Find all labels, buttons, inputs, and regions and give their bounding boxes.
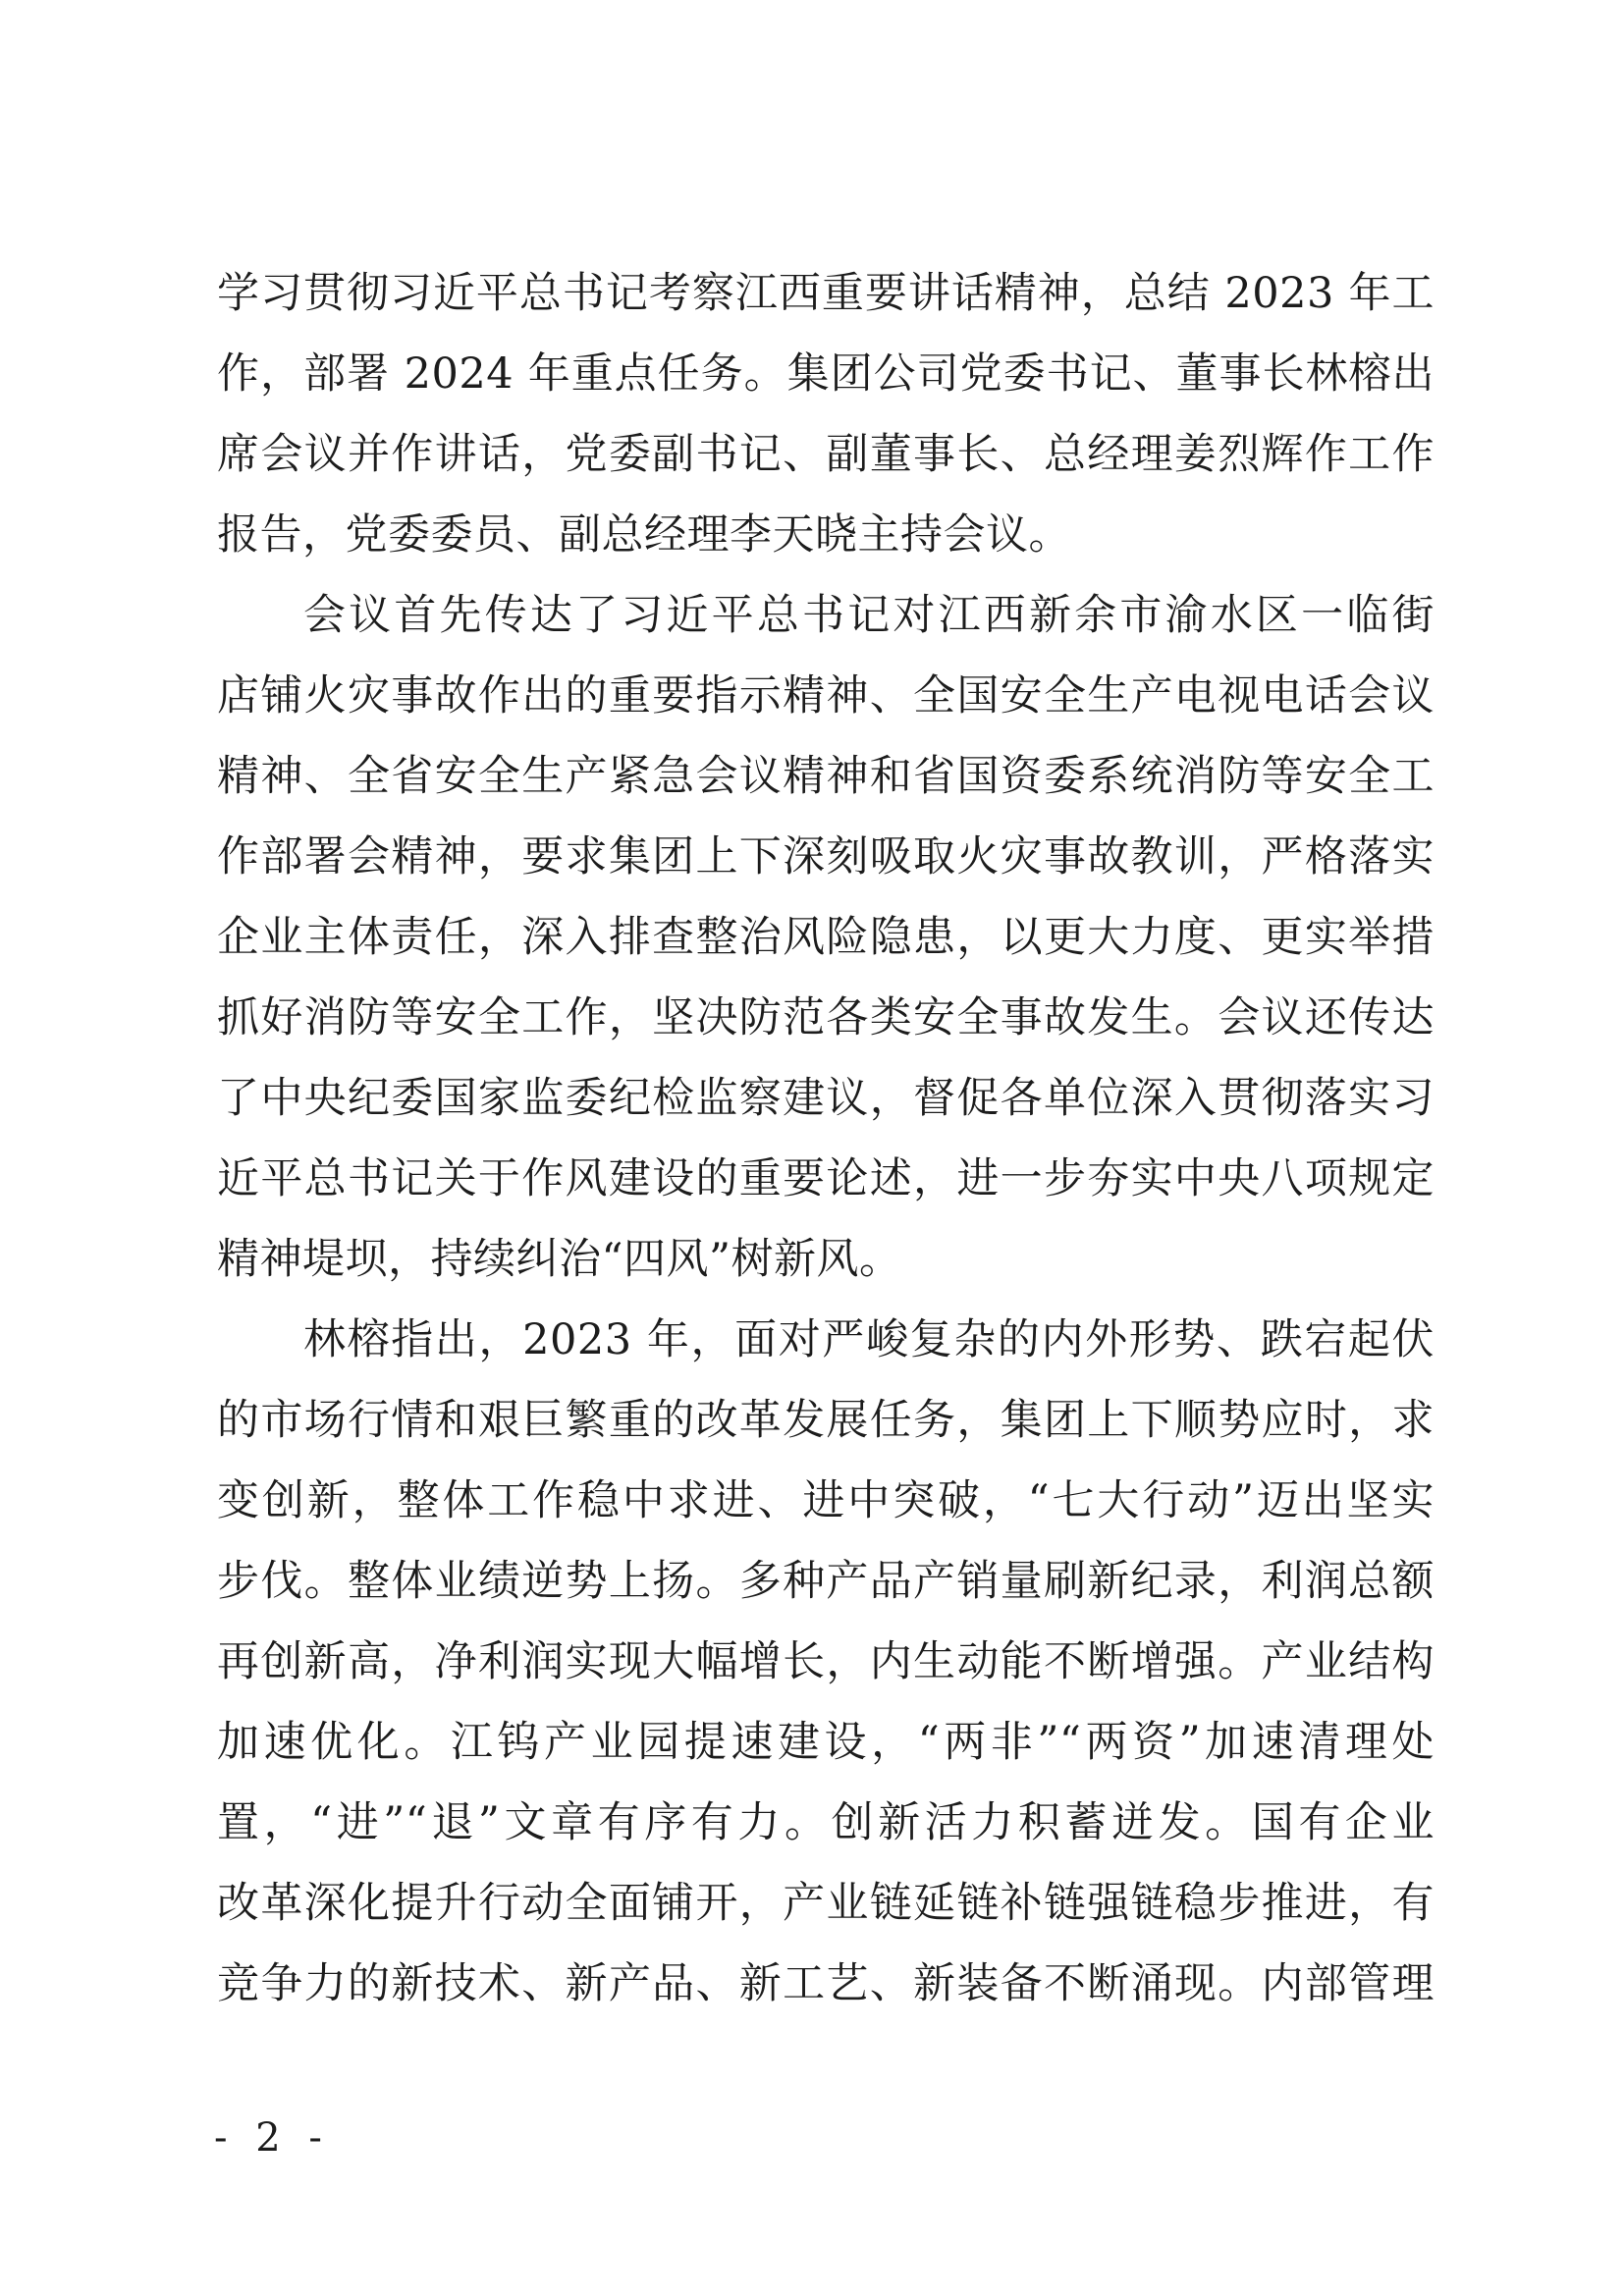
text-line: 作，部署 2024 年重点任务。集团公司党委书记、董事长林榕出 xyxy=(217,349,1435,399)
paragraph-1 xyxy=(217,253,1435,575)
text-line: 店铺火灾事故作出的重要指示精神、全国安全生产电视电话会议 xyxy=(217,671,1435,721)
text-line: 学习贯彻习近平总书记考察江西重要讲话精神，总结 2023 年工 xyxy=(217,269,1435,318)
text-line: 报告，党委委员、副总经理李天晓主持会议。 xyxy=(217,510,1071,560)
text-line: 了中央纪委国家监委纪检监察建议，督促各单位深入贯彻落实习 xyxy=(217,1074,1435,1123)
text-line: 精神、全省安全生产紧急会议精神和省国资委系统消防等安全工 xyxy=(217,752,1435,801)
text-line: 企业主体责任，深入排查整治风险隐患，以更大力度、更实举措 xyxy=(217,913,1435,962)
text-line: 再创新高，净利润实现大幅增长，内生动能不断增强。产业结构 xyxy=(217,1637,1435,1686)
text-line: 步伐。整体业绩逆势上扬。多种产品产销量刷新纪录，利润总额 xyxy=(217,1557,1435,1606)
text-line: 席会议并作讲话，党委副书记、副董事长、总经理姜烈辉作工作 xyxy=(217,430,1435,479)
paragraph-3 xyxy=(217,1300,1435,2024)
text-line: 竞争力的新技术、新产品、新工艺、新装备不断涌现。内部管理 xyxy=(217,1959,1435,2008)
text-line: 作部署会精神，要求集团上下深刻吸取火灾事故教训，严格落实 xyxy=(217,832,1435,881)
paragraph-2 xyxy=(217,575,1435,1300)
text-line: 精神堤坝，持续纠治“四风”树新风。 xyxy=(217,1235,902,1284)
text-line: 的市场行情和艰巨繁重的改革发展任务，集团上下顺势应时，求 xyxy=(217,1396,1435,1445)
text-line: 置，“进”“退”文章有序有力。创新活力积蓄迸发。国有企业 xyxy=(217,1798,1435,1847)
text-line: 加速优化。江钨产业园提速建设，“两非”“两资”加速清理处 xyxy=(217,1718,1435,1767)
text-line: 变创新，整体工作稳中求进、进中突破，“七大行动”迈出坚实 xyxy=(217,1476,1435,1525)
text-line: 改革深化提升行动全面铺开，产业链延链补链强链稳步推进，有 xyxy=(217,1879,1435,1928)
text-line: 会议首先传达了习近平总书记对江西新余市渝水区一临街 xyxy=(303,591,1435,640)
text-line: 近平总书记关于作风建设的重要论述，进一步夯实中央八项规定 xyxy=(217,1154,1435,1203)
body-text xyxy=(217,253,1435,2024)
page-number: - 2 - xyxy=(214,2115,330,2161)
text-line: 林榕指出，2023 年，面对严峻复杂的内外形势、跌宕起伏 xyxy=(303,1315,1435,1364)
text-line: 抓好消防等安全工作，坚决防范各类安全事故发生。会议还传达 xyxy=(217,993,1435,1042)
